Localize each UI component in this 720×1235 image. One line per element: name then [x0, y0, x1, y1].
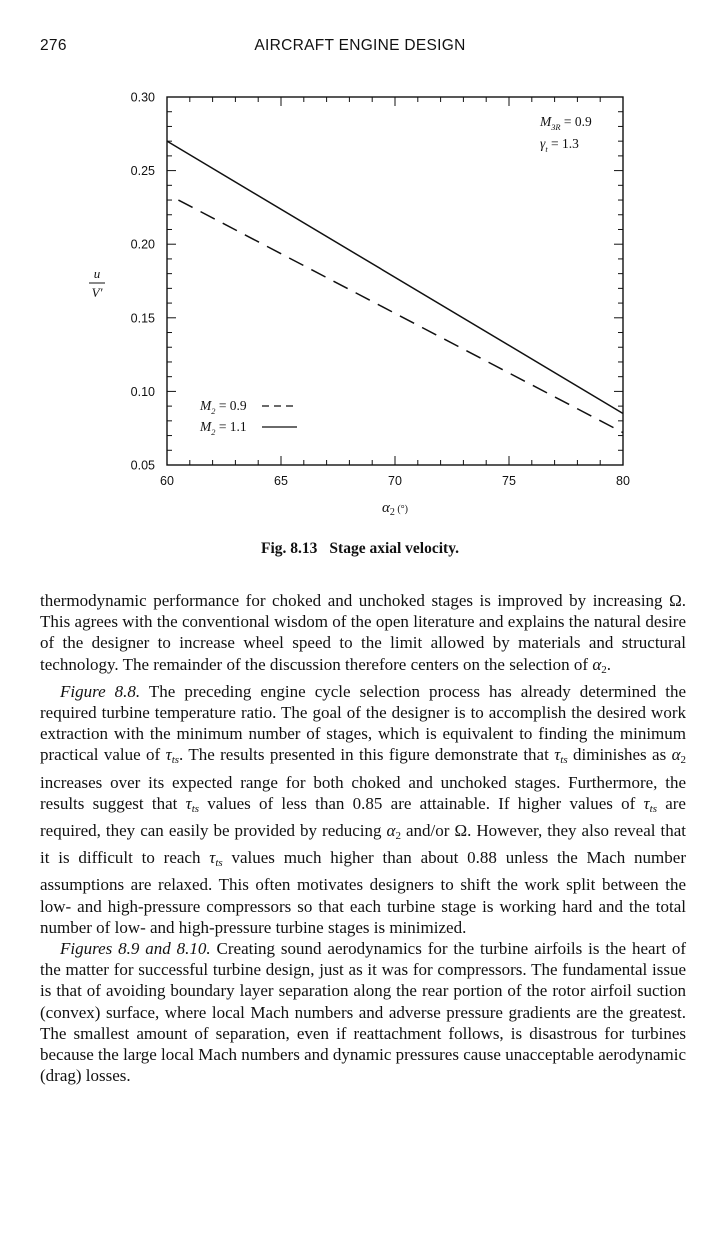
math-symbol: $\tau_{ts}$ — [209, 848, 223, 870]
page-header — [0, 37, 720, 59]
paragraph: Figures 8.9 and 8.10. Creating sound aerodynamics for the turbine airfoils is the heart of the matter for successful turbine design, just as it was for compressors. The fundamental issue is that of avoiding boundary layer separation along the rear portion of the rotor airfoil suction (convex) surface, where local Mach numbers and adverse pressure gradients are the greatest. The smallest amount of separation, even if reattachment follows, is disastrous for turbines because the large local Mach numbers and dynamic pressures cause unacceptable aerodynamic (drag) losses. — [40, 939, 686, 1086]
math-symbol: α2 — [671, 745, 686, 767]
figure-reference: Figures 8.9 and 8.10. — [60, 939, 211, 959]
math-symbol: α2 — [386, 821, 401, 843]
param-annotation: $\gamma_t = 1.3$ — [540, 136, 579, 154]
math-symbol: $\tau_{ts}$ — [554, 745, 568, 767]
y-tick-label: 0.30 — [130, 90, 155, 105]
stage-axial-velocity-chart — [0, 80, 720, 530]
x-axis-label: $\alpha_2$ (°) — [381, 500, 409, 518]
x-tick-label: 70 — [388, 474, 402, 488]
x-tick-label: 80 — [616, 474, 630, 488]
y-tick-label: 0.15 — [130, 311, 155, 326]
x-tick-label: 60 — [160, 474, 174, 488]
y-tick-label: 0.05 — [130, 458, 155, 473]
x-tick-label: 65 — [274, 474, 288, 488]
y-tick-label: 0.20 — [130, 237, 155, 252]
figure-reference: Figure 8.8. — [60, 681, 141, 701]
running-title: AIRCRAFT ENGINE DESIGN — [254, 37, 466, 54]
math-symbol: $\tau_{ts}$ — [165, 745, 180, 767]
param-annotation: $M_{3R} = 0.9$ — [540, 114, 592, 132]
math-symbol: $\tau_{ts}$ — [643, 793, 657, 815]
series-line-solid — [167, 141, 623, 413]
y-axis-label-denominator: V' — [91, 285, 103, 300]
y-axis-label-numerator: u — [93, 266, 101, 281]
paragraph: Figure 8.8. The preceding engine cycle selection process has already determined the required turbine temperature ratio. The goal of the designer is to accomplish the desired work extraction with the minimum number of stages, which is equivalent to finding the minimum practical value of $\tau_{ts}$. The results presented in this figure demonstrate that $\tau_{ts}$ diminishes as α2 increases over its expected range for both choked and unchoked stages. Furthermore, the results suggest that $\tau_{ts}$ values of less than 0.85 are attainable. If higher values of $\tau_{ts}$ are required, they can easily be provided by reducing α2 and/or Ω. However, they also reveal that it is difficult to reach $\tau_{ts}$ values much higher than about 0.88 unless the Mach number assumptions are relaxed. This often motivates designers to shift the work split between the low- and high-pressure compressors so that each turbine stage is working hard and the total number of low- and high-pressure turbine stages is minimized. — [40, 681, 687, 937]
y-tick-label: 0.10 — [130, 384, 155, 399]
body-text — [40, 590, 686, 1086]
page-number: 276 — [40, 37, 67, 54]
y-tick-label: 0.25 — [130, 164, 155, 179]
x-tick-label: 75 — [502, 474, 516, 488]
legend-label: $M_2 = 1.1$ — [200, 419, 247, 437]
paragraph: thermodynamic performance for choked and unchoked stages is improved by increasing Ω. This agrees with the conventional wisdom of the open literature and explains the natural desire of the designer to increase wheel speed to the limit allowed by materials and structural technology. The remainder of the discussion therefore centers on the selection of α2. — [40, 591, 686, 676]
math-symbol: α2 — [592, 654, 607, 676]
figure-caption — [0, 540, 720, 558]
legend-label: $M_2 = 0.9$ — [200, 398, 247, 416]
caption-label: Fig. 8.13 — [261, 540, 318, 557]
caption-text: Stage axial velocity. — [329, 540, 459, 557]
math-symbol: $\tau_{ts}$ — [185, 793, 200, 815]
